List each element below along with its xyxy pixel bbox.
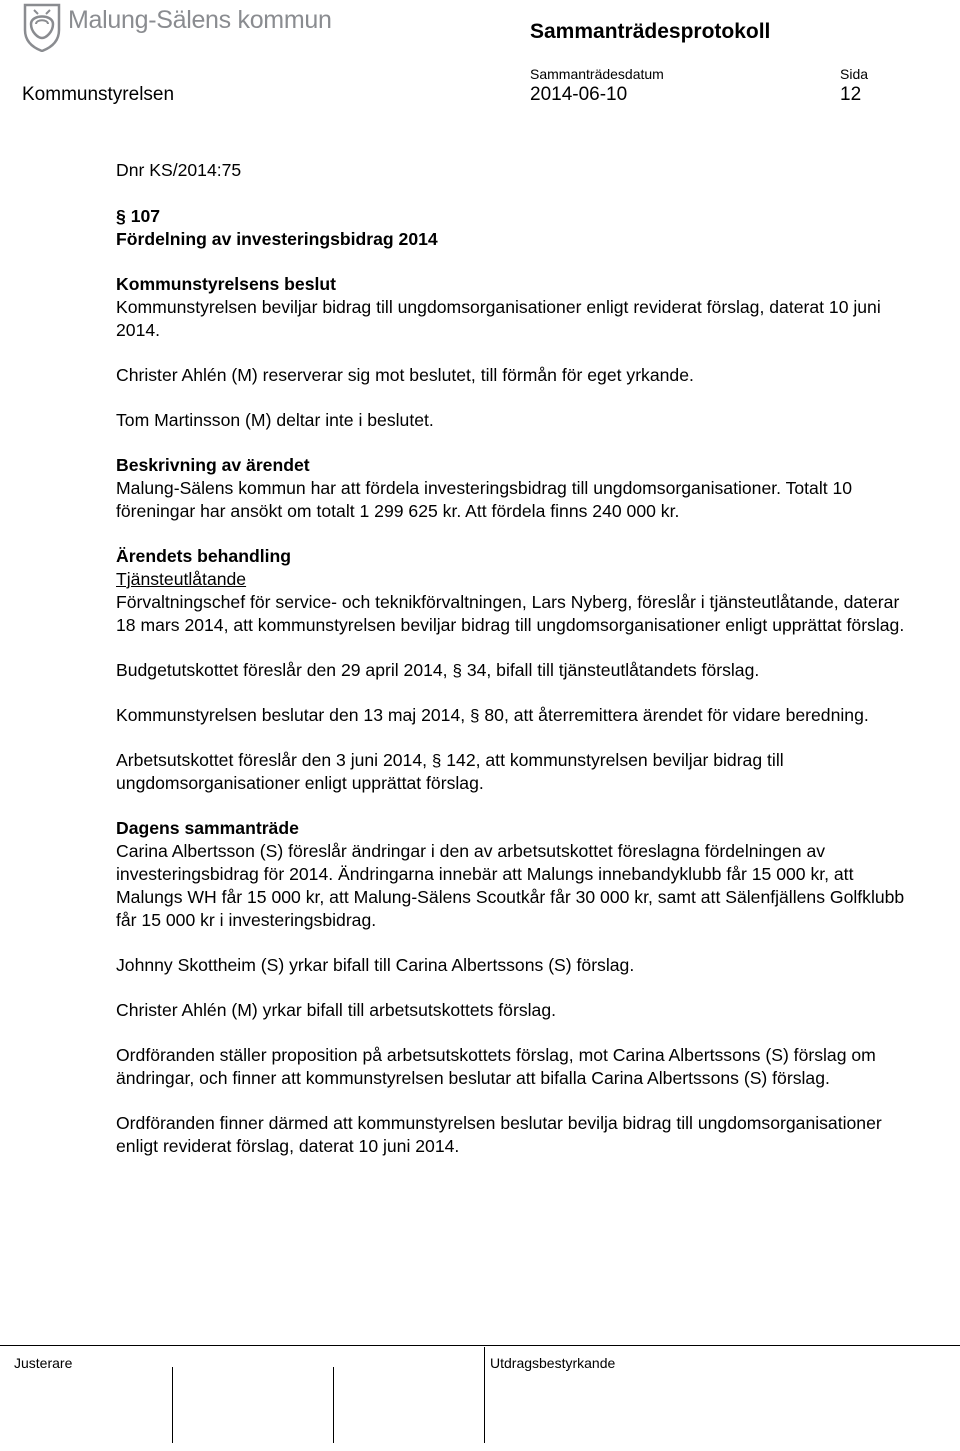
handling-subheading: Tjänsteutlåtande	[116, 569, 247, 589]
section-number	[116, 205, 906, 228]
decision-heading: Kommunstyrelsens beslut	[116, 274, 336, 294]
section-symbol: §	[431, 751, 442, 770]
body-name: Kommunstyrelsen	[22, 84, 175, 105]
abstain-text: Tom Martinsson (M) deltar inte i beslutet.	[116, 410, 434, 430]
section-symbol: §	[452, 661, 462, 680]
section-number-value: 107	[130, 206, 161, 226]
section-symbol: §	[470, 706, 480, 725]
reservation-text: Christer Ahlén (M) reserverar sig mot beslutet, till förmån för eget yrkande.	[116, 365, 694, 385]
meeting-paragraph-4: Ordföranden ställer proposition på arbetsutskottets förslag, mot Carina Albertssons (S) förslag om ändringar, och finner att kommunstyrelsen beslutar att bifalla Carina Albertssons (S) förslag.	[116, 1045, 876, 1088]
signature-box-divider	[333, 1367, 334, 1443]
board-text-start: Kommunstyrelsen beslutar den 13 maj 2014,	[116, 705, 466, 725]
meeting-paragraph-1: Carina Albertsson (S) föreslår ändringar i den av arbetsutskottet föreslagna fördelningen av investeringsbidrag för 2014. Ändringarna innebär att Malungs innebandyklubb får 15 000 kr, att Malungs WH får 15 000 kr, att Malung-Sälens Scoutkår får 30 000 kr, samt att Sälenfjällens Golfklubb får 15 000 kr i investeringsbidrag.	[116, 841, 905, 930]
date-label: Sammanträdesdatum	[530, 66, 664, 82]
meeting-paragraph-3: Christer Ahlén (M) yrkar bifall till arbetsutskottets förslag.	[116, 1000, 556, 1020]
section-symbol: §	[116, 206, 126, 226]
handling-text: Förvaltningschef för service- och teknikförvaltningen, Lars Nyberg, föreslår i tjänsteutlåtande, daterar 18 mars 2014, att kommunstyrelsen beviljar bidrag till ungdomsorganisationer enligt upprättat förslag.	[116, 592, 905, 635]
signature-box-divider	[484, 1347, 485, 1443]
decision-text: Kommunstyrelsen beviljar bidrag till ungdomsorganisationer enligt reviderat förslag, daterat 10 juni 2014.	[116, 297, 881, 340]
document-body	[116, 159, 906, 1158]
page-number: 12	[840, 84, 862, 105]
meeting-paragraph-5: Ordföranden finner därmed att kommunstyrelsen beslutar bevilja bidrag till ungdomsorganisationer enligt reviderat förslag, daterat 10 juni 2014.	[116, 1113, 882, 1156]
board-decision-text	[116, 704, 906, 727]
signature-box-divider	[172, 1367, 173, 1443]
meeting-date: 2014-06-10	[530, 84, 628, 105]
document-title: Sammanträdesprotokoll	[530, 20, 771, 43]
work-committee-text-end: 142, att kommunstyrelsen beviljar bidrag till ungdomsorganisationer enligt upprättat förslag.	[116, 750, 784, 793]
meeting-paragraph-2: Johnny Skottheim (S) yrkar bifall till Carina Albertssons (S) förslag.	[116, 955, 635, 975]
page-label: Sida	[840, 66, 869, 82]
justerare-label: Justerare	[14, 1355, 73, 1371]
footer-divider	[0, 1345, 960, 1346]
case-title: Fördelning av investeringsbidrag 2014	[116, 229, 438, 249]
budget-committee-text	[116, 659, 906, 682]
utdrag-label: Utdragsbestyrkande	[490, 1355, 616, 1371]
budget-text-start: Budgetutskottet föreslår den 29 april 2014,	[116, 660, 448, 680]
meeting-heading: Dagens sammanträde	[116, 818, 299, 838]
description-heading: Beskrivning av ärendet	[116, 455, 310, 475]
board-text-end: 80, att återremittera ärendet för vidare beredning.	[484, 705, 869, 725]
case-number: Dnr KS/2014:75	[116, 160, 242, 180]
description-text: Malung-Sälens kommun har att fördela investeringsbidrag till ungdomsorganisationer. Totalt 10 föreningar har ansökt om totalt 1 299 625 kr. Att fördela finns 240 000 kr.	[116, 478, 853, 521]
work-committee-text	[116, 749, 906, 795]
budget-text-end: 34, bifall till tjänsteutlåtandets förslag.	[466, 660, 760, 680]
handling-heading: Ärendets behandling	[116, 546, 291, 566]
municipal-coat-of-arms-icon	[22, 2, 62, 52]
org-name: Malung-Sälens kommun	[68, 6, 332, 34]
work-committee-text-start: Arbetsutskottet föreslår den 3 juni 2014,	[116, 750, 428, 770]
